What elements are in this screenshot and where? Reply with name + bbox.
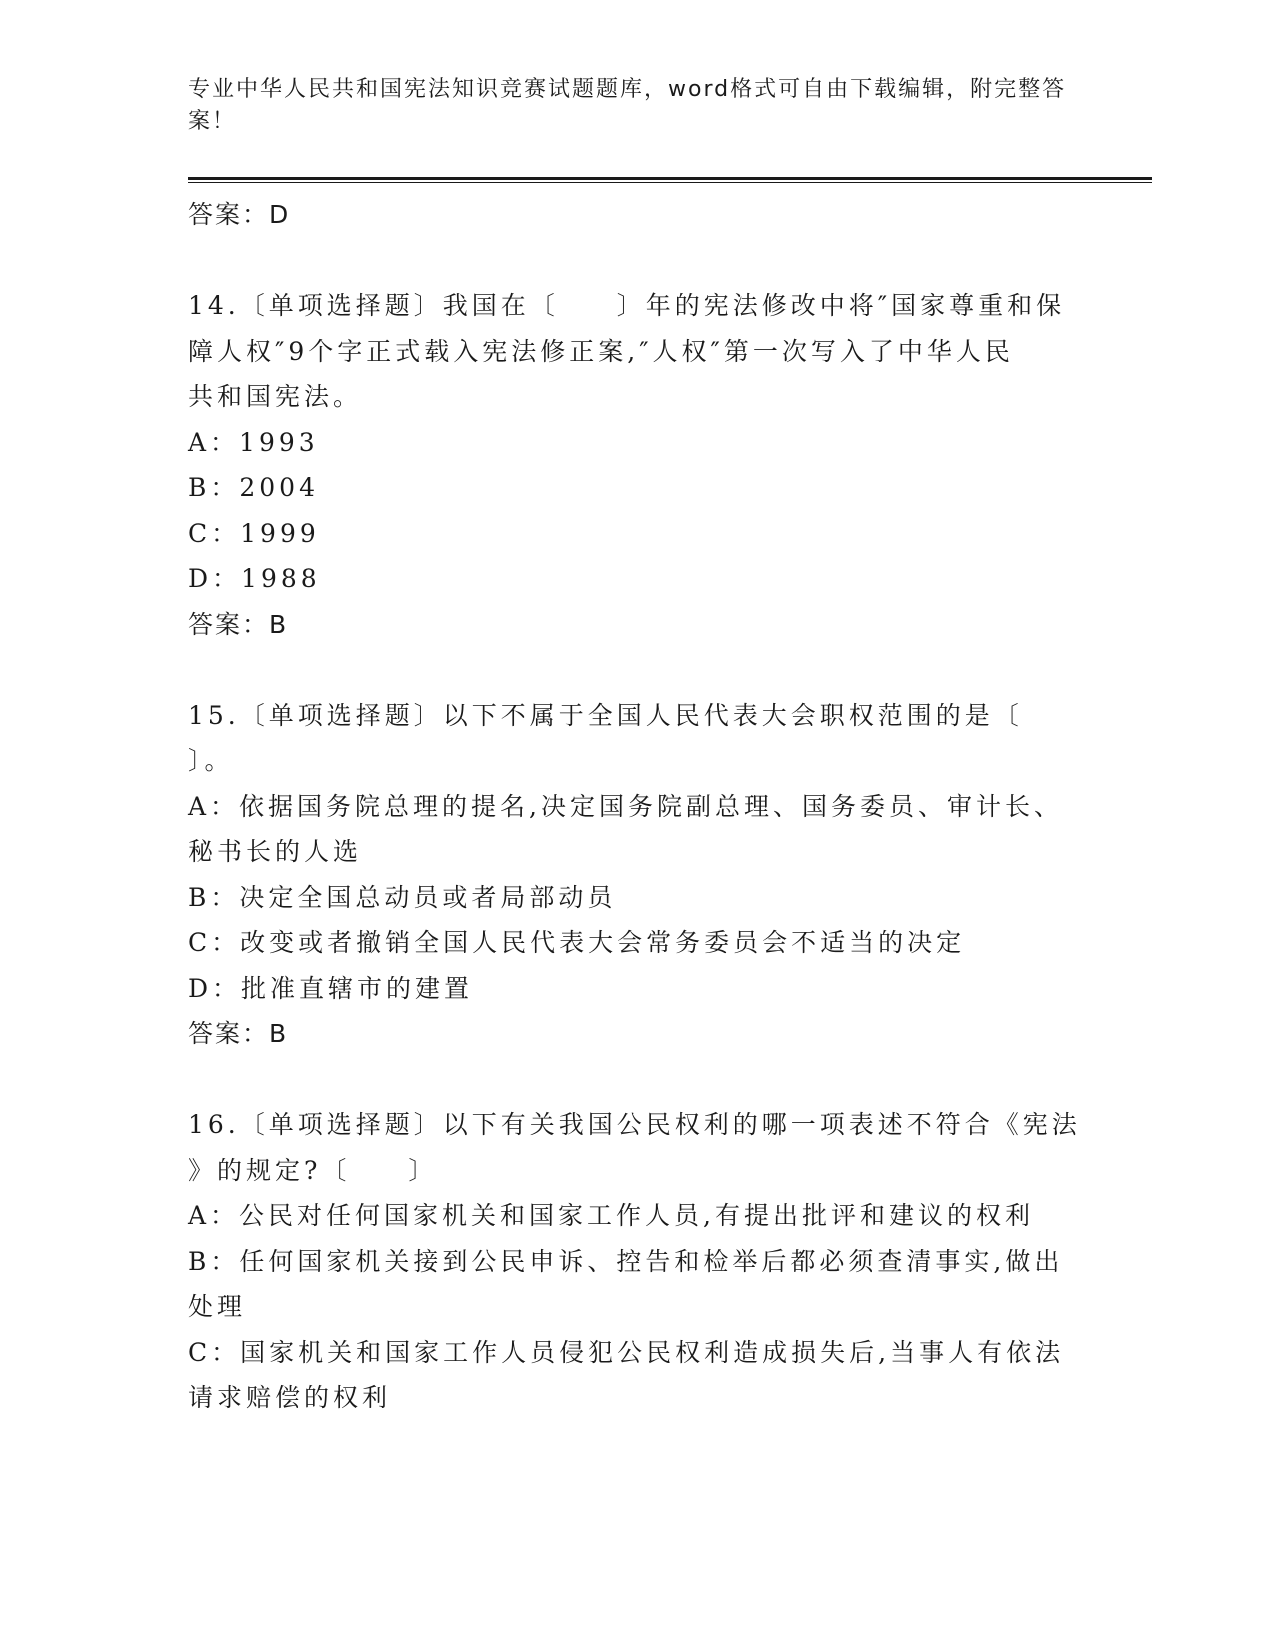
- option-c: C：改变或者撤销全国人民代表大会常务委员会不适当的决定: [188, 928, 966, 957]
- spacer: [188, 238, 1088, 284]
- option-a: A：公民对任何国家机关和国家工作人员,有提出批评和建议的权利: [188, 1201, 1035, 1230]
- previous-answer: 答案：D: [188, 200, 291, 229]
- question-stem-line: 障人权″9个字正式载入宪法修正案,″人权″第一次写入了中华人民: [188, 336, 1014, 366]
- page-header: 专业中华人民共和国宪法知识竞赛试题题库，word格式可自由下载编辑，附完整答案！: [188, 77, 1067, 134]
- question-stem-line: 〕。: [188, 746, 234, 775]
- question-stem-line: 》的规定?〔 〕: [188, 1155, 438, 1185]
- question-stem-line: 14.〔单项选择题〕我国在〔 〕年的宪法修改中将″国家尊重和保: [188, 291, 1066, 320]
- question-stem-line: 共和国宪法。: [188, 382, 363, 411]
- option-c: C：1999: [188, 518, 320, 548]
- question-14: [188, 283, 1088, 647]
- header-rule-thin: [188, 182, 1152, 183]
- spacer: [188, 647, 1088, 693]
- option-d: D：批准直辖市的建置: [188, 973, 474, 1003]
- option-b: B：决定全国总动员或者局部动员: [188, 882, 617, 912]
- option-a: A：1993: [188, 427, 319, 457]
- option-b-continued: 处理: [188, 1292, 247, 1321]
- option-c-continued: 请求赔偿的权利: [188, 1383, 392, 1412]
- question-stem-line: 15.〔单项选择题〕以下不属于全国人民代表大会职权范围的是〔: [188, 700, 1023, 730]
- option-a: A：依据国务院总理的提名,决定国务院副总理、国务委员、审计长、: [188, 791, 1064, 821]
- option-a-continued: 秘书长的人选: [188, 837, 363, 866]
- question-stem-line: 16.〔单项选择题〕以下有关我国公民权利的哪一项表述不符合《宪法: [188, 1110, 1081, 1139]
- option-d: D：1988: [188, 564, 321, 593]
- option-b: B：任何国家机关接到公民申诉、控告和检举后都必须查清事实,做出: [188, 1246, 1064, 1276]
- question-15: [188, 693, 1088, 1057]
- answer-line: 答案：B: [188, 609, 289, 639]
- question-content: [188, 192, 1088, 1421]
- option-b: B：2004: [188, 473, 319, 502]
- question-16: [188, 1102, 1088, 1421]
- spacer: [188, 1057, 1088, 1103]
- option-c: C：国家机关和国家工作人员侵犯公民权利造成损失后,当事人有依法: [188, 1337, 1065, 1367]
- answer-line: 答案：B: [188, 1019, 289, 1048]
- header-rule-thick: [188, 177, 1152, 180]
